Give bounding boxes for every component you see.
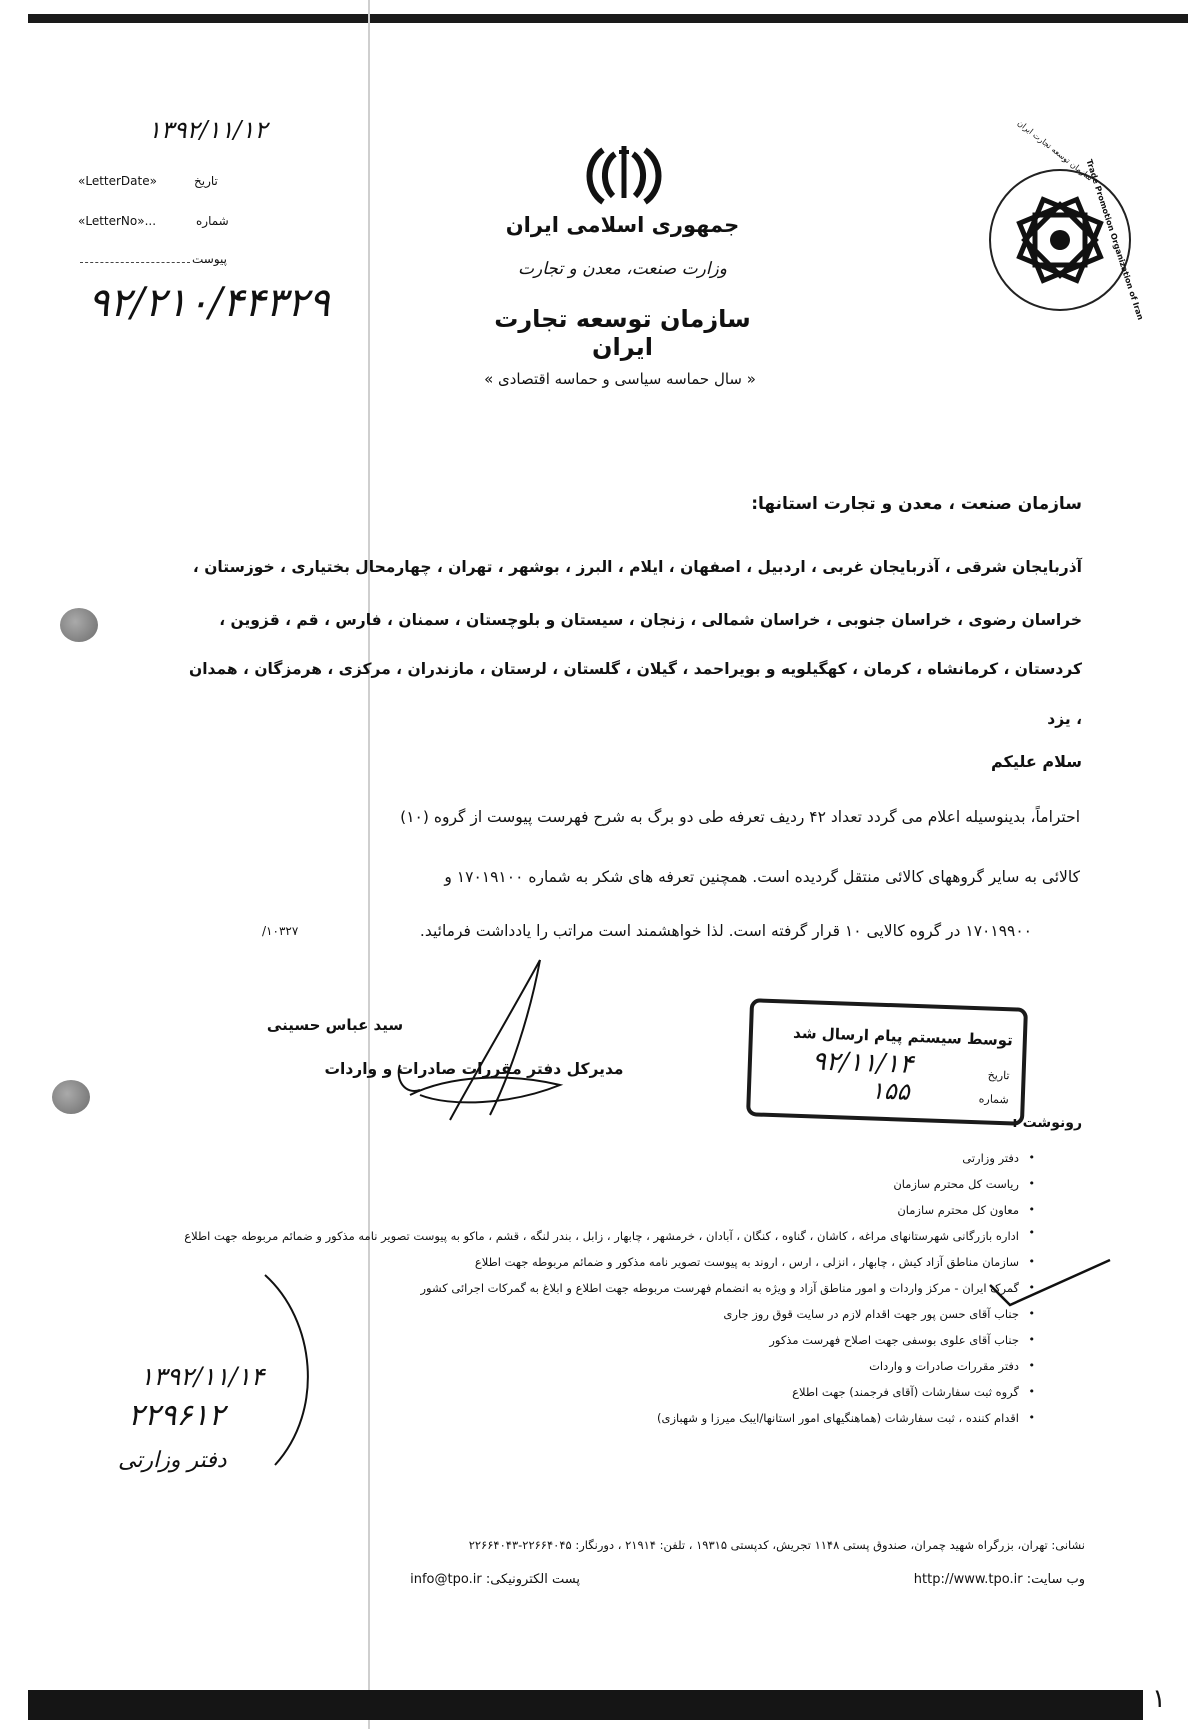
recipient-title: سازمان صنعت ، معدن و تجارت استانها: [751,494,1082,514]
website-label: وب سایت: [1026,1572,1085,1587]
number-label: شماره [196,214,229,228]
province-line: ، یزد [1047,710,1082,728]
cc-item: • معاون کل محترم سازمان [155,1197,1035,1223]
province-line: آذربایجان شرقی ، آذربایجان غربی ، اردبیل ، اصفهان ، ایلام ، البرز ، بوشهر ، تهران ، چهارمحال بختیاری ، خوزستان ، [192,558,1082,576]
handnote-number: ۲۲۹۶۱۲ [128,1398,225,1433]
cc-item: • دفتر مقررات صادرات و واردات [155,1353,1035,1379]
handwritten-date: ۱۳۹۲/۱۱/۱۲ [148,116,268,144]
signer-name: سید عباس حسینی [266,1016,404,1034]
cc-item: • ریاست کل محترم سازمان [155,1171,1035,1197]
stamp-text: توسط سیستم پیام ارسال شد [792,1023,1014,1050]
organization-title: سازمان توسعه تجارت ایران [494,305,751,361]
cc-item: • گروه ثبت سفارشات (آقای فرجمند) جهت اطلاع [155,1379,1035,1405]
republic-title: جمهوری اسلامی ایران [505,213,740,237]
footer-website-row [685,1572,1085,1587]
date-label: تاریخ [194,174,218,188]
body-line: احتراماً، بدینوسیله اعلام می گردد تعداد ۴۲ ردیف تعرفه طی دو برگ به شرح فهرست پیوست از گروه (۱۰) [400,808,1080,826]
cc-item: • سازمان مناطق آزاد کیش ، چابهار ، انزلی ، ارس ، اروند به پیوست تصویر نامه مذکور و ضمائم مربوطه جهت اطلاع [155,1249,1035,1275]
cc-item: • اقدام کننده ، ثبت سفارشات (هماهنگیهای امور استانها/ایبک میرزا و شهبازی) [155,1405,1035,1431]
letter-date-field: «LetterDate» [78,174,157,188]
iran-emblem-icon [579,140,669,210]
handnote-date: ۱۳۹۲/۱۱/۱۴ [140,1362,265,1391]
year-slogan: « سال حماسه سیاسی و حماسه اقتصادی » [484,370,756,388]
cc-item: • جناب آقای حسن پور جهت اقدام لازم در سایت قوق روز جاری [155,1301,1035,1327]
seal-english-text: Trade Promotion Organization of Iran [1084,158,1146,322]
ministry-title: وزارت صنعت، معدن و تجارت [518,259,727,279]
stamp-date-label: تاریخ [987,1068,1010,1083]
email-link[interactable]: info@tpo.ir [410,1572,482,1587]
seal-persian-text: سازمان توسعه تجارت ایران [1015,118,1095,183]
cc-title: رونوشت : [1012,1115,1082,1131]
signature-scribble [390,955,590,1125]
top-border [28,14,1188,23]
check-mark [985,1255,1115,1315]
handnote-scribble: دفتر وزارتی [118,1448,227,1473]
body-line: ۱۷۰۱۹۹۰۰ در گروه کالایی ۱۰ قرار گرفته است. لذا خواهشمند است مراتب را یادداشت فرمائید. [419,922,1032,940]
page-number: ۱ [1152,1684,1166,1714]
sent-stamp [746,998,1028,1126]
bottom-border [28,1690,1143,1720]
cc-item: • جناب آقای علوی بوسفی جهت اصلاح فهرست مذکور [155,1327,1035,1353]
letter-number-field: «LetterNo»... [78,214,157,228]
cc-item: • دفتر وزارتی [155,1145,1035,1171]
footer-address: نشانی: تهران، بزرگراه شهید چمران، صندوق پستی ۱۱۴۸ تجریش، کدپستی ۱۹۳۱۵ ، تلفن: ۲۱۹۱۴ ، دورنگار: ۲۲۶۶۴۰۴۵-۲۲۶۶۴۰۴۳ [468,1538,1085,1552]
footer-email-row [280,1572,580,1587]
greeting: سلام علیکم [990,752,1082,771]
stamp-date: ۹۲/۱۱/۱۴ [811,1046,914,1080]
attachment-line [80,262,190,263]
body-line: کالائی به سایر گروههای کالائی منتقل گردیده است. همچنین تعرفه های شکر به شماره ۱۷۰۱۹۱۰۰ و [444,868,1080,886]
province-line: کردستان ، کرمانشاه ، کرمان ، کهگیلویه و بویراحمد ، گیلان ، گلستان ، لرستان ، مازندران ، مرکزی ، هرمزگان ، همدان [189,660,1082,678]
stamp-number: ۱۵۵ [870,1076,911,1106]
cc-item: • گمرک ایران - مرکز واردات و امور مناطق آزاد و ویژه به انضمام فهرست مربوطه جهت اطلاع و ابلاغ به گمرکات اجرائی کشور [155,1275,1035,1301]
bracket-line [255,1270,335,1470]
cc-item: • اداره بازرگانی شهرستانهای مراغه ، کاشان ، گناوه ، کنگان ، آبادان ، خرمشهر ، چابهار ، زابل ، بندر لنگه ، قشم ، ماکو به پیوست تصویر نامه مذکور و ضمائم مربوطه جهت اطلاع [155,1223,1035,1249]
stamp-number-label: شماره [978,1092,1009,1107]
reference-code: ۱۰۳۲۷/ [262,924,299,938]
punch-hole [52,1080,90,1114]
province-line: خراسان رضوی ، خراسان جنوبی ، خراسان شمالی ، زنجان ، سیستان و بلوچستان ، سمنان ، فارس ، قم ، قزوین ، [219,611,1082,629]
email-label: پست الکترونیکی: [485,1572,580,1587]
attachment-label: پیوست [192,252,227,266]
fold-line [368,0,370,1729]
website-link[interactable]: http://www.tpo.ir [913,1572,1023,1587]
handwritten-letter-number: ۹۲/۲۱۰/۴۴۳۲۹ [88,280,330,326]
signer-title: مدیرکل دفتر مقررات صادرات و واردات [324,1060,624,1078]
